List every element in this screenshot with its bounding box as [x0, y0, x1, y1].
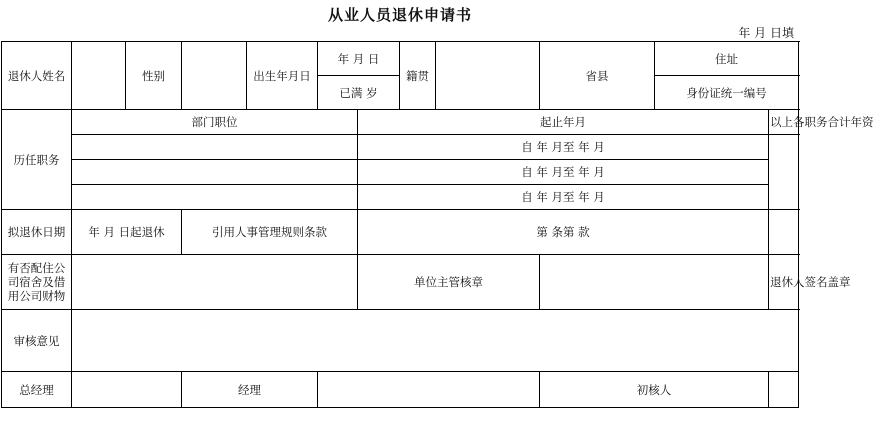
review-field[interactable] — [72, 310, 799, 372]
name-label: 退休人姓名 — [2, 42, 72, 110]
dept-position-field-2[interactable] — [72, 160, 358, 185]
origin-label: 籍贯 — [400, 42, 436, 110]
manager-label: 经理 — [182, 372, 318, 408]
reviewer-field[interactable] — [769, 372, 799, 408]
fill-date: 年 月 日填 — [738, 26, 794, 40]
dept-position-field-1[interactable] — [72, 135, 358, 160]
dept-position-field-3[interactable] — [72, 185, 358, 210]
form-title: 从业人员退休申请书 — [327, 6, 472, 24]
gm-field[interactable] — [72, 372, 182, 408]
retire-date-label: 拟退休日期 — [2, 210, 72, 255]
housing-label: 有否配住公司宿舍及借用公司财物 — [2, 255, 72, 310]
retire-date-field[interactable]: 年 月 日起退休 — [72, 210, 182, 255]
retiree-signature-label: 退休人签名盖章 — [769, 255, 799, 310]
review-label: 审核意见 — [2, 310, 72, 372]
period-field-3[interactable]: 自 年 月至 年 月 — [358, 185, 769, 210]
supervisor-seal-field[interactable] — [540, 255, 769, 310]
history-label: 历任职务 — [2, 110, 72, 210]
name-field[interactable] — [72, 42, 126, 110]
gender-label: 性别 — [126, 42, 182, 110]
total-seniority-header: 以上各职务合计年资 — [769, 110, 799, 135]
gender-field[interactable] — [182, 42, 247, 110]
gm-label: 总经理 — [2, 372, 72, 408]
rule-extra-field[interactable] — [769, 210, 799, 255]
rule-clause-label: 引用人事管理规则条款 — [182, 210, 358, 255]
address-label: 住址 — [655, 42, 799, 76]
period-header: 起止年月 — [358, 110, 769, 135]
supervisor-seal-label: 单位主管核章 — [358, 255, 540, 310]
period-field-1[interactable]: 自 年 月至 年 月 — [358, 135, 769, 160]
retirement-application-form — [1, 41, 874, 408]
id-number-label: 身份证统一编号 — [655, 76, 799, 110]
reviewer-label: 初核人 — [540, 372, 769, 408]
housing-field[interactable] — [72, 255, 358, 310]
dept-position-header: 部门职位 — [72, 110, 358, 135]
birth-label: 出生年月日 — [247, 42, 318, 110]
total-seniority-field[interactable] — [769, 135, 799, 210]
rule-clause-field[interactable]: 第 条第 款 — [358, 210, 769, 255]
age-field[interactable]: 已满 岁 — [318, 76, 400, 110]
manager-field[interactable] — [318, 372, 540, 408]
birth-date-field[interactable]: 年 月 日 — [318, 42, 400, 76]
period-field-2[interactable]: 自 年 月至 年 月 — [358, 160, 769, 185]
origin-field[interactable] — [436, 42, 540, 110]
province-label: 省县 — [540, 42, 655, 110]
